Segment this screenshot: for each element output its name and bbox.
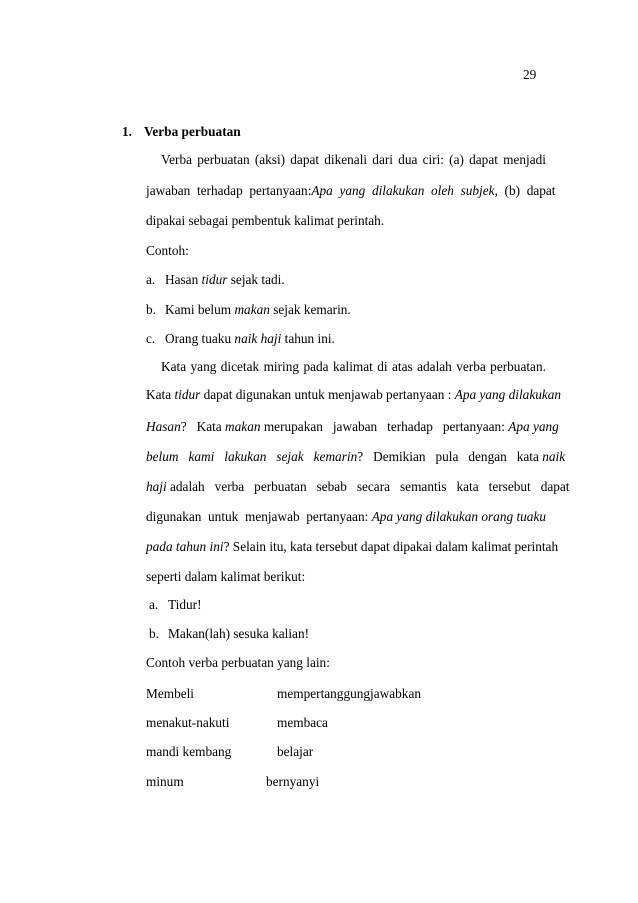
para1-line2-italic: Apa yang dilakukan oleh subjek <box>311 183 495 198</box>
section-number: 1. <box>122 124 132 139</box>
word: dari <box>372 152 393 167</box>
para2-line5: haji adalah verba perbuatan sebab secara semantis kata tersebut dapat <box>146 479 570 494</box>
word: miring <box>263 359 300 374</box>
other-verbs-label: Contoh verba perbuatan yang lain: <box>146 655 330 670</box>
word: di <box>377 359 388 374</box>
para1-line2-text: jawaban terhadap pertanyaan: <box>146 183 312 198</box>
word: Kata <box>161 359 187 374</box>
para1-line1 <box>161 152 546 168</box>
word: dikenali <box>324 152 368 167</box>
para1-line2-tail: , (b) dapat <box>494 183 556 198</box>
para2-line3: Hasan? Kata makan merupakan jawaban terhadap pertanyaan: Apa yang <box>146 419 559 434</box>
para2-line4: belum kami lakukan sejak kemarin? Demikian pula dengan kata naik <box>146 449 566 464</box>
word: menjadi <box>503 152 546 167</box>
section-heading <box>122 124 241 140</box>
verb-table-cell: menakut-nakuti <box>146 715 230 730</box>
verb-table-cell: minum <box>146 774 184 789</box>
word: (a) <box>449 152 464 167</box>
example-item: c. Orang tuaku naik haji tahun ini. <box>146 331 335 346</box>
verb-table-cell: membaca <box>277 715 328 730</box>
page-number: 29 <box>523 67 537 82</box>
word: dapat <box>290 152 320 167</box>
para1-line2 <box>146 183 556 199</box>
word: perbuatan <box>197 152 250 167</box>
para2-line6: digunakan untuk menjawab pertanyaan: Apa yang dilakukan orang tuaku <box>146 509 546 524</box>
para2-line8: seperti dalam kalimat berikut: <box>146 569 306 584</box>
word: pada <box>303 359 329 374</box>
verb-table-cell: belajar <box>277 744 314 759</box>
word: yang <box>190 359 217 374</box>
word: perbuatan. <box>490 359 546 374</box>
word: (aksi) <box>254 152 286 167</box>
example-item: b. Kami belum makan sejak kemarin. <box>146 302 351 317</box>
verb-table-cell: bernyanyi <box>266 774 320 789</box>
word: adalah <box>417 359 452 374</box>
verb-table-cell: mandi kembang <box>146 744 232 759</box>
verb-table-cell: mempertanggungjawabkan <box>277 686 421 701</box>
para2-line7: pada tahun ini ? Selain itu, kata tersebut dapat dipakai dalam kalimat perintah <box>146 539 559 554</box>
word: kalimat <box>332 359 373 374</box>
word: ciri: <box>422 152 444 167</box>
word: verba <box>456 359 486 374</box>
verb-table-cell: Membeli <box>146 686 195 701</box>
word: atas <box>392 359 413 374</box>
word: dua <box>398 152 418 167</box>
word: dapat <box>469 152 498 167</box>
section-title: Verba perbuatan <box>144 124 241 139</box>
para2-line2: Kata tidur dapat digunakan untuk menjawab pertanyaan : Apa yang dilakukan <box>146 387 562 402</box>
example-item: a. Hasan tidur sejak tadi. <box>146 272 285 287</box>
command-item: a. Tidur! <box>149 597 202 612</box>
para2-line1 <box>161 359 546 375</box>
command-item: b. Makan(lah) sesuka kalian! <box>149 626 310 641</box>
word: dicetak <box>220 359 260 374</box>
contoh-label: Contoh: <box>146 243 189 258</box>
para1-line3: dipakai sebagai pembentuk kalimat perintah. <box>146 213 385 228</box>
word: Verba <box>161 152 193 167</box>
